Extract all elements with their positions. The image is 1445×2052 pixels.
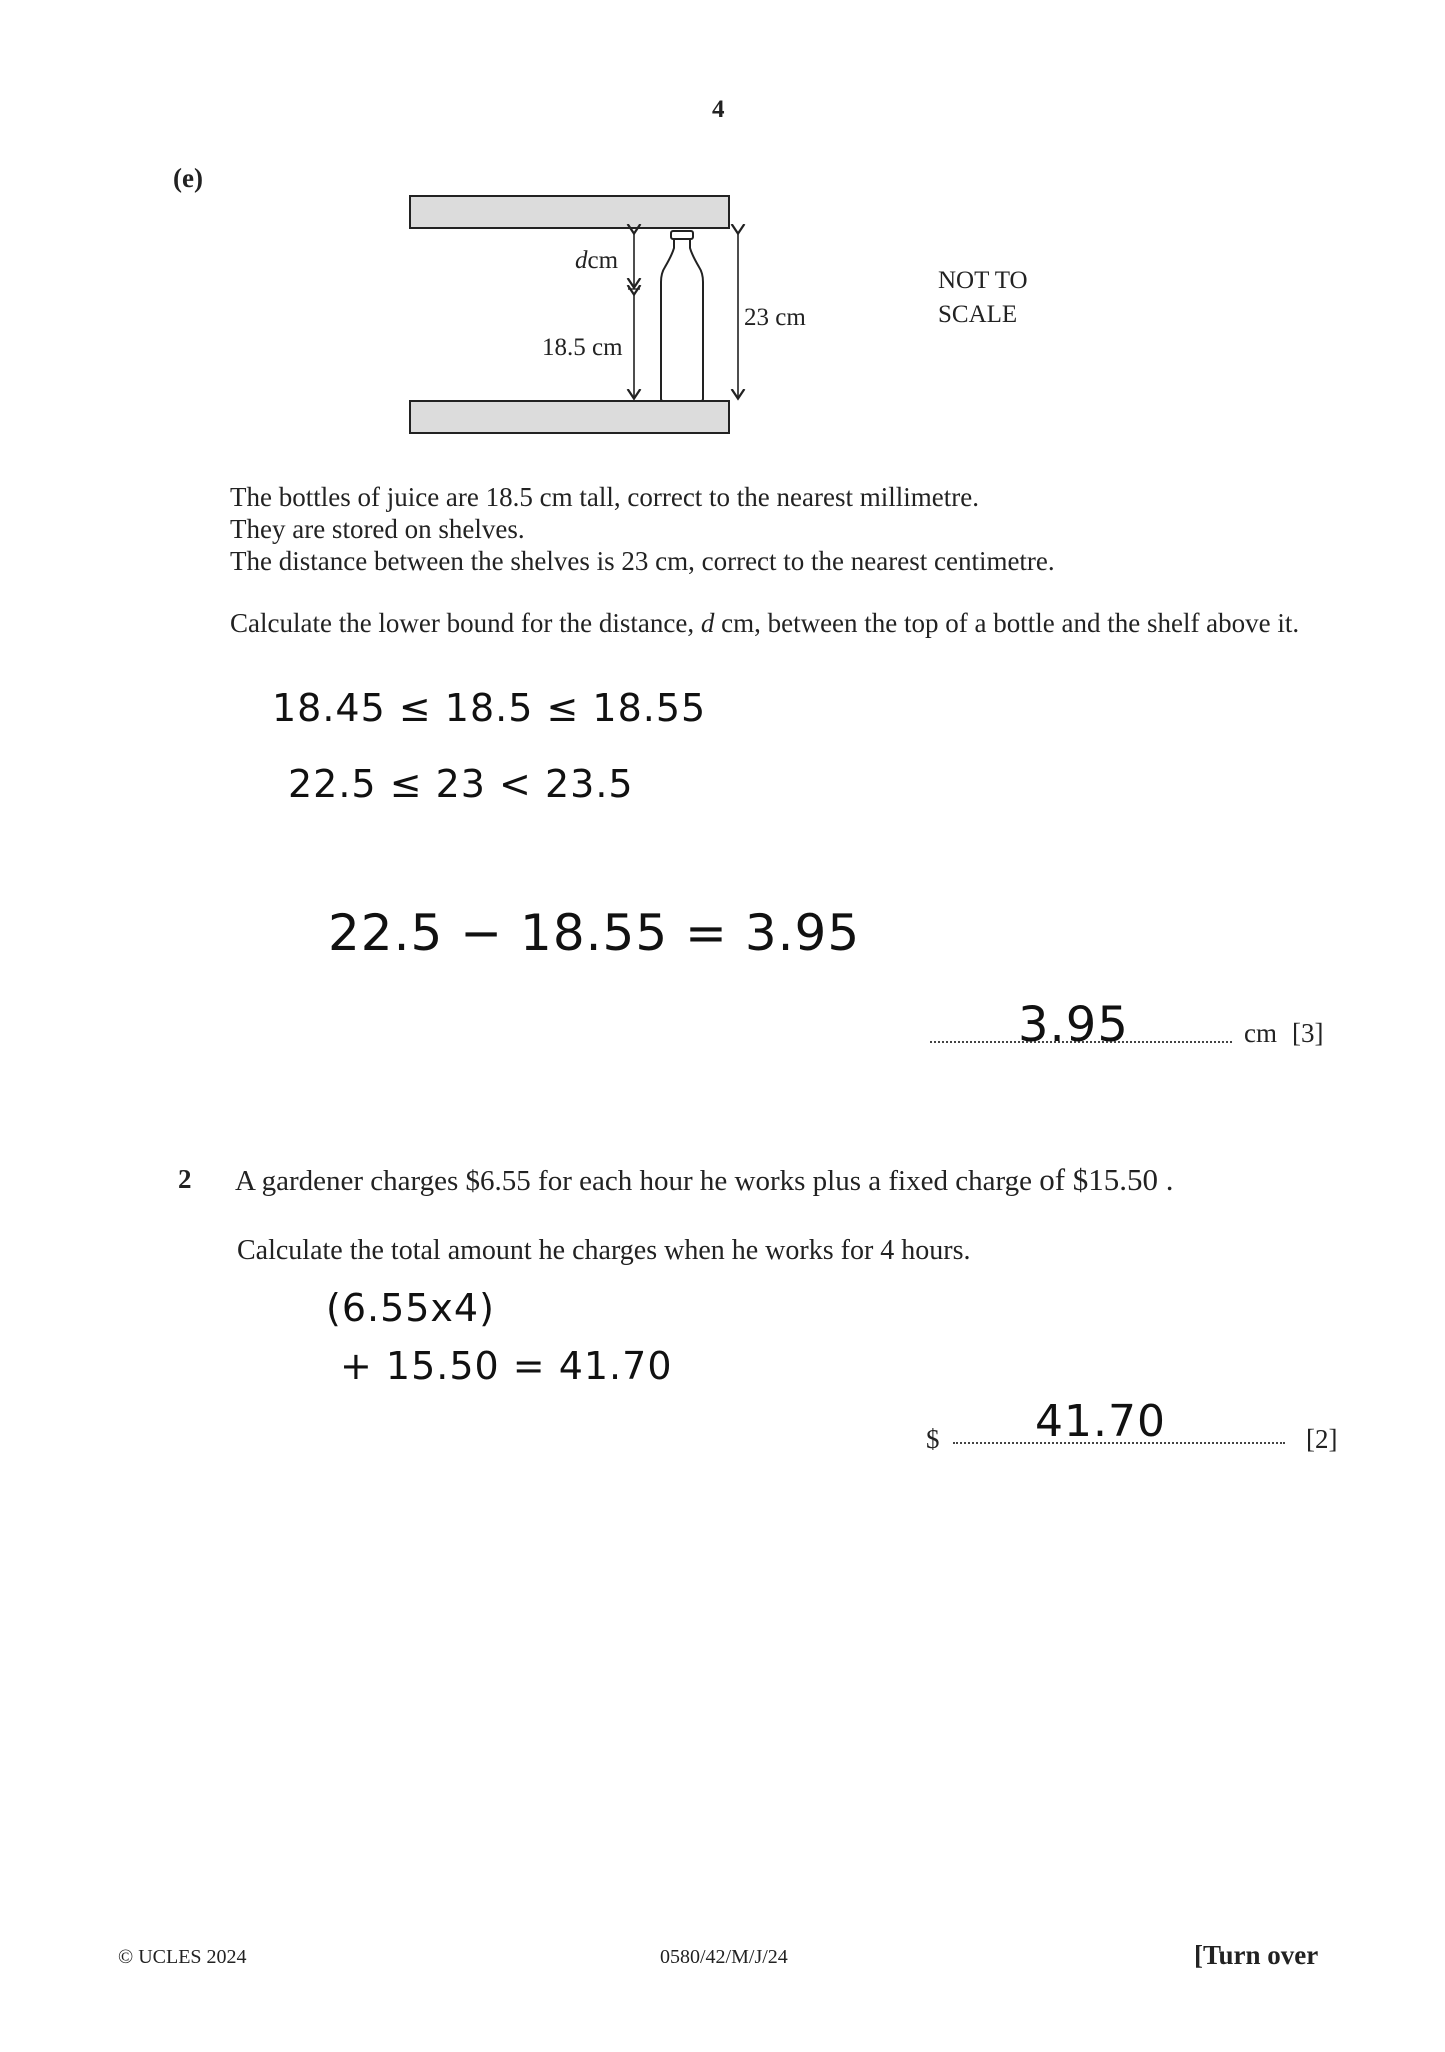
footer-turn-over: [Turn over <box>1194 1940 1319 1970</box>
answer-2-line[interactable] <box>953 1396 1288 1447</box>
working-2-line2: + 15.50 = 41.70 <box>340 1344 673 1388</box>
footer-code: 0580/42/M/J/24 <box>660 1946 788 1968</box>
question-e-text-line1: The bottles of juice are 18.5 cm tall, correct to the nearest millimetre. <box>230 482 979 512</box>
label-bottle-height: 18.5 cm <box>542 334 623 361</box>
working-e-line1: 18.45 ≤ 18.5 ≤ 18.55 <box>272 686 707 730</box>
instruction-post: cm, between the top of a bottle and the shelf above it. <box>714 608 1300 638</box>
question-2-text-main: A gardener charges $6.55 for each hour he works plus a fixed charge <box>235 1165 1040 1197</box>
question-e-text-line3: The distance between the shelves is 23 cm, correct to the nearest centimetre. <box>230 546 1055 576</box>
top-shelf <box>410 196 729 228</box>
answer-2-value: 41.70 <box>1035 1396 1166 1447</box>
working-2-line1: (6.55x4) <box>326 1286 495 1330</box>
question-e-text-line2: They are stored on shelves. <box>230 514 525 544</box>
instruction-var: d <box>700 608 715 638</box>
working-e-line3: 22.5 − 18.55 = 3.95 <box>328 904 861 962</box>
question-2-text <box>235 1162 1174 1198</box>
answer-e-unit: cm <box>1244 1018 1277 1048</box>
label-d <box>575 247 618 275</box>
working-e-line2: 22.5 ≤ 23 < 23.5 <box>288 762 634 806</box>
bottle <box>661 237 703 401</box>
footer-copyright: © UCLES 2024 <box>118 1946 247 1968</box>
question-2-instruction: Calculate the total amount he charges when he works for 4 hours. <box>237 1235 971 1266</box>
label-d-var: d <box>575 247 588 274</box>
question-2-text-end: of $15.50 . <box>1039 1162 1174 1197</box>
question-part-label: (e) <box>173 163 203 193</box>
question-2-number: 2 <box>178 1164 192 1194</box>
scale-note-line2: SCALE <box>938 301 1018 328</box>
instruction-pre: Calculate the lower bound for the distance, <box>230 608 701 638</box>
scale-note-line1: NOT TO <box>938 267 1028 294</box>
answer-e-value: 3.95 <box>1018 997 1129 1053</box>
answer-e-marks: [3] <box>1292 1018 1324 1048</box>
answer-e-line[interactable] <box>930 997 1235 1053</box>
bottom-shelf <box>410 401 729 433</box>
label-d-unit: cm <box>587 247 619 274</box>
answer-2-prefix: $ <box>926 1424 940 1454</box>
label-shelf-gap: 23 cm <box>744 304 806 331</box>
answer-2-marks: [2] <box>1306 1424 1338 1454</box>
question-e-instruction <box>230 608 1299 639</box>
bottle-cap <box>671 231 693 239</box>
page-number: 4 <box>712 96 725 123</box>
